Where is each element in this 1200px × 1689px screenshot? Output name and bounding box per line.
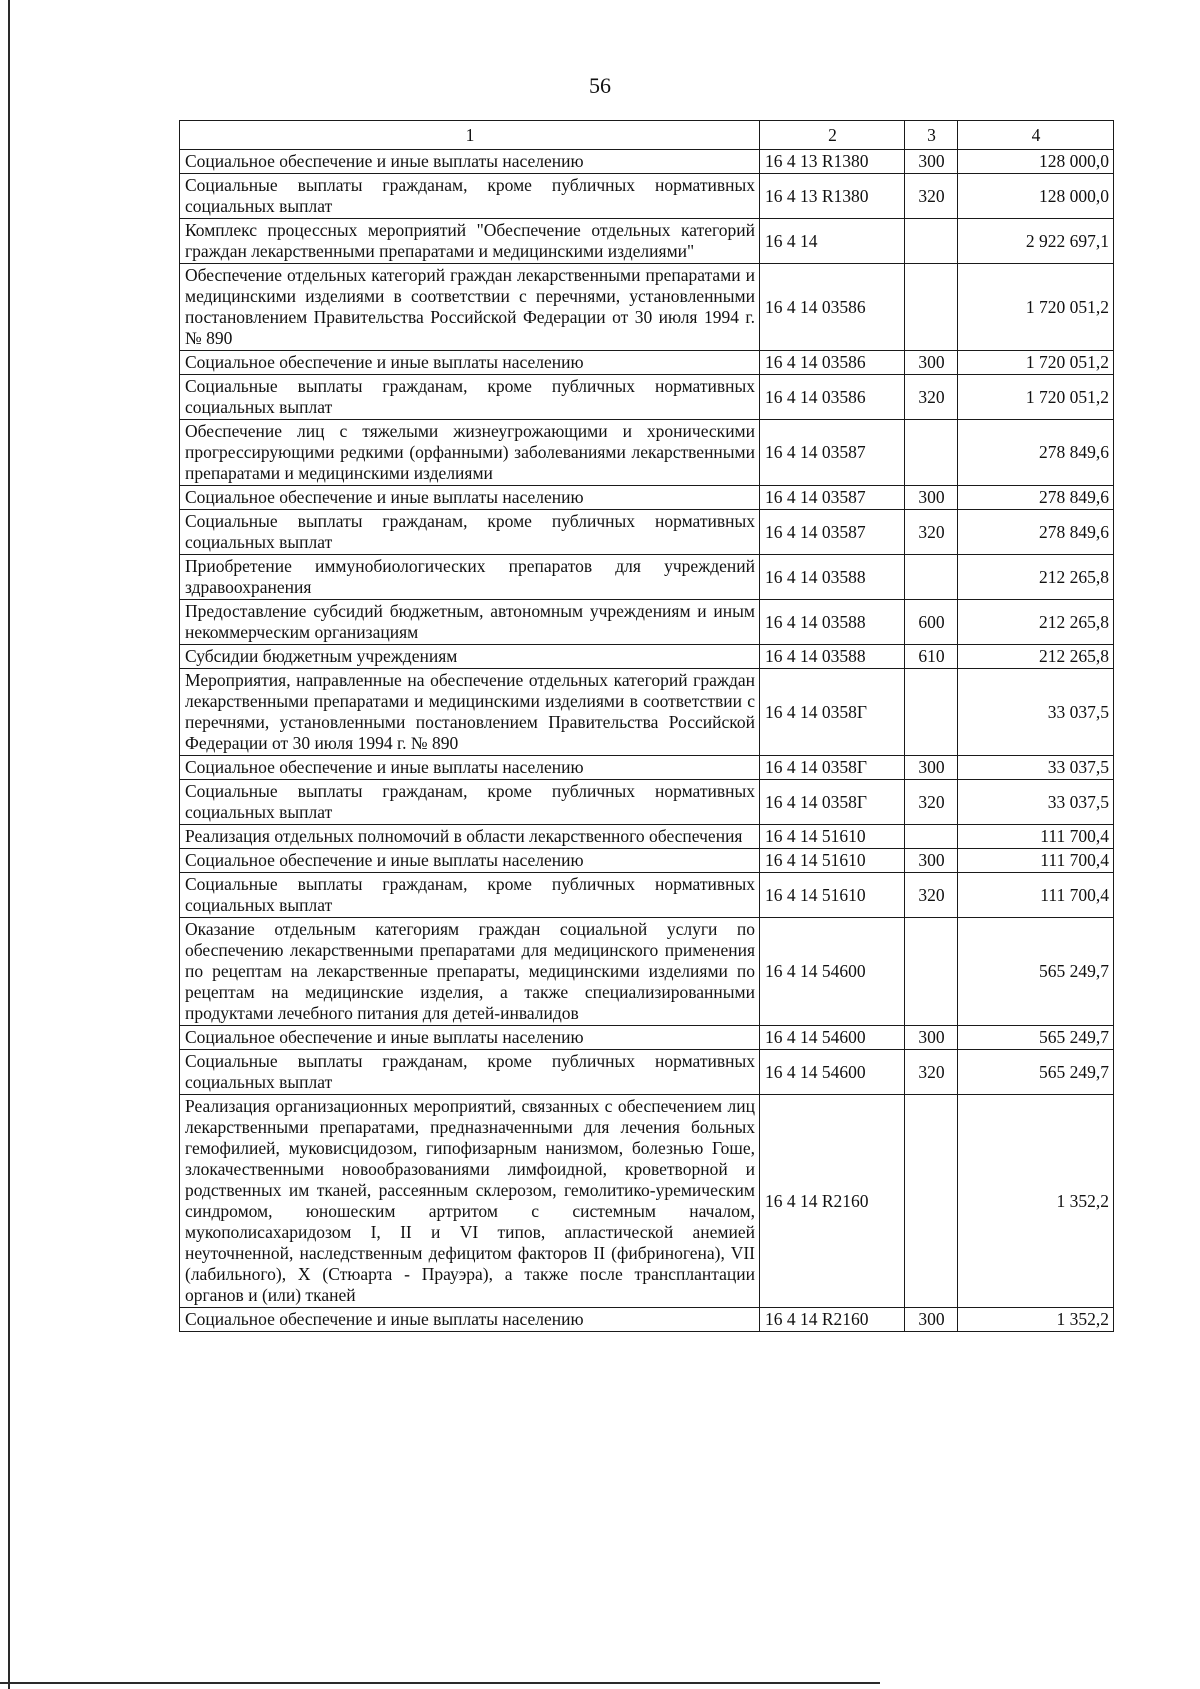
table-row: [180, 873, 1114, 918]
budget-table: [179, 120, 1114, 1332]
row-amount: 278 849,6: [958, 510, 1114, 555]
row-code: 16 4 14 03587: [760, 486, 905, 510]
row-name: Социальные выплаты гражданам, кроме публичных нормативных социальных выплат: [180, 1050, 760, 1095]
row-name: Социальное обеспечение и иные выплаты населению: [180, 486, 760, 510]
table-row: [180, 825, 1114, 849]
table-row: [180, 756, 1114, 780]
row-name: Социальное обеспечение и иные выплаты населению: [180, 849, 760, 873]
row-type: 300: [905, 351, 958, 375]
row-type: 320: [905, 174, 958, 219]
row-type: 320: [905, 375, 958, 420]
row-type: [905, 420, 958, 486]
header-name: 1: [180, 121, 760, 150]
row-amount: 1 720 051,2: [958, 351, 1114, 375]
header-row: [180, 121, 1114, 150]
row-code: 16 4 14 54600: [760, 1026, 905, 1050]
row-name: Социальное обеспечение и иные выплаты населению: [180, 351, 760, 375]
row-amount: 278 849,6: [958, 486, 1114, 510]
header-code: 2: [760, 121, 905, 150]
row-amount: 1 352,2: [958, 1308, 1114, 1332]
row-amount: 565 249,7: [958, 918, 1114, 1026]
row-name: Социальное обеспечение и иные выплаты населению: [180, 150, 760, 174]
row-name: Предоставление субсидий бюджетным, автономным учреждениям и иным некоммерческим организациям: [180, 600, 760, 645]
row-amount: 128 000,0: [958, 174, 1114, 219]
table-row: [180, 150, 1114, 174]
row-code: 16 4 14 0358Г: [760, 756, 905, 780]
row-amount: 111 700,4: [958, 873, 1114, 918]
row-name: Социальные выплаты гражданам, кроме публичных нормативных социальных выплат: [180, 174, 760, 219]
row-amount: 565 249,7: [958, 1050, 1114, 1095]
row-amount: 565 249,7: [958, 1026, 1114, 1050]
row-amount: 111 700,4: [958, 849, 1114, 873]
row-code: 16 4 14 51610: [760, 825, 905, 849]
row-type: 320: [905, 510, 958, 555]
row-type: 610: [905, 645, 958, 669]
row-type: [905, 219, 958, 264]
row-name: Приобретение иммунобиологических препаратов для учреждений здравоохранения: [180, 555, 760, 600]
scan-edge-left: [8, 0, 10, 1689]
row-code: 16 4 14 R2160: [760, 1308, 905, 1332]
row-code: 16 4 14 03587: [760, 510, 905, 555]
row-type: 300: [905, 849, 958, 873]
row-type: 320: [905, 873, 958, 918]
row-code: 16 4 14 0358Г: [760, 780, 905, 825]
row-code: 16 4 14 0358Г: [760, 669, 905, 756]
row-code: 16 4 14 03586: [760, 264, 905, 351]
row-type: [905, 264, 958, 351]
table-row: [180, 1026, 1114, 1050]
row-amount: 33 037,5: [958, 756, 1114, 780]
row-amount: 212 265,8: [958, 600, 1114, 645]
row-type: [905, 1095, 958, 1308]
row-type: 320: [905, 1050, 958, 1095]
row-code: 16 4 14 03588: [760, 645, 905, 669]
table-row: [180, 219, 1114, 264]
row-amount: 212 265,8: [958, 555, 1114, 600]
row-code: 16 4 14 03588: [760, 555, 905, 600]
table-row: [180, 555, 1114, 600]
row-type: [905, 918, 958, 1026]
row-amount: 278 849,6: [958, 420, 1114, 486]
row-amount: 128 000,0: [958, 150, 1114, 174]
row-code: 16 4 14 54600: [760, 918, 905, 1026]
row-name: Мероприятия, направленные на обеспечение отдельных категорий граждан лекарственными препаратами и медицинскими изделиями в соответствии с перечнями, установленными постановлением Правительства Российской Федерации от 30 июля 1994 г. № 890: [180, 669, 760, 756]
row-type: 320: [905, 780, 958, 825]
table-row: [180, 1050, 1114, 1095]
row-type: 300: [905, 150, 958, 174]
row-name: Комплекс процессных мероприятий "Обеспечение отдельных категорий граждан лекарственными препаратами и медицинскими изделиями": [180, 219, 760, 264]
table-row: [180, 918, 1114, 1026]
row-name: Обеспечение лиц с тяжелыми жизнеугрожающими и хроническими прогрессирующими редкими (орфанными) заболеваниями лекарственными препаратами и медицинскими изделиями: [180, 420, 760, 486]
table-row: [180, 645, 1114, 669]
row-name: Социальные выплаты гражданам, кроме публичных нормативных социальных выплат: [180, 873, 760, 918]
row-amount: 212 265,8: [958, 645, 1114, 669]
row-type: 300: [905, 1308, 958, 1332]
row-type: 600: [905, 600, 958, 645]
row-type: 300: [905, 1026, 958, 1050]
table-row: [180, 1308, 1114, 1332]
table-row: [180, 420, 1114, 486]
row-code: 16 4 14 51610: [760, 873, 905, 918]
scan-edge-bottom: [0, 1682, 880, 1684]
row-type: [905, 669, 958, 756]
table-row: [180, 375, 1114, 420]
table-row: [180, 780, 1114, 825]
row-name: Социальное обеспечение и иные выплаты населению: [180, 756, 760, 780]
row-name: Оказание отдельным категориям граждан социальной услуги по обеспечению лекарственными препаратами для медицинского применения по рецептам на лекарственные препараты, медицинскими изделиями по рецептам на медицинские изделия, а также специализированными продуктами лечебного питания для детей-инвалидов: [180, 918, 760, 1026]
row-name: Социальные выплаты гражданам, кроме публичных нормативных социальных выплат: [180, 510, 760, 555]
row-name: Социальное обеспечение и иные выплаты населению: [180, 1026, 760, 1050]
row-code: 16 4 13 R1380: [760, 150, 905, 174]
row-code: 16 4 13 R1380: [760, 174, 905, 219]
row-name: Субсидии бюджетным учреждениям: [180, 645, 760, 669]
header-amount: 4: [958, 121, 1114, 150]
row-name: Реализация отдельных полномочий в области лекарственного обеспечения: [180, 825, 760, 849]
table-row: [180, 510, 1114, 555]
table-row: [180, 264, 1114, 351]
table-row: [180, 351, 1114, 375]
row-amount: 1 720 051,2: [958, 264, 1114, 351]
row-code: 16 4 14 03587: [760, 420, 905, 486]
row-type: [905, 825, 958, 849]
table-row: [180, 486, 1114, 510]
row-type: 300: [905, 756, 958, 780]
row-code: 16 4 14 54600: [760, 1050, 905, 1095]
row-code: 16 4 14 03586: [760, 351, 905, 375]
table-row: [180, 600, 1114, 645]
header-type: 3: [905, 121, 958, 150]
row-name: Социальные выплаты гражданам, кроме публичных нормативных социальных выплат: [180, 375, 760, 420]
row-name: Обеспечение отдельных категорий граждан лекарственными препаратами и медицинскими изделиями в соответствии с перечнями, установленными постановлением Правительства Российской Федерации от 30 июля 1994 г. № 890: [180, 264, 760, 351]
row-name: Реализация организационных мероприятий, связанных с обеспечением лиц лекарственными препаратами, предназначенными для лечения больных гемофилией, муковисцидозом, гипофизарным нанизмом, болезнью Гоше, злокачественными новообразованиями лимфоидной, кроветворной и родственных им тканей, рассеянным склерозом, гемолитико-уремическим синдромом, юношеским артритом с системным началом, мукополисахаридозом I, II и VI типов, апластической анемией неуточненной, наследственным дефицитом факторов II (фибриногена), VII (лабильного), X (Стюарта - Прауэра), а также после трансплантации органов и (или) тканей: [180, 1095, 760, 1308]
row-amount: 1 352,2: [958, 1095, 1114, 1308]
row-code: 16 4 14 03588: [760, 600, 905, 645]
row-amount: 33 037,5: [958, 780, 1114, 825]
row-amount: 111 700,4: [958, 825, 1114, 849]
table-row: [180, 174, 1114, 219]
row-code: 16 4 14 03586: [760, 375, 905, 420]
row-name: Социальные выплаты гражданам, кроме публичных нормативных социальных выплат: [180, 780, 760, 825]
row-amount: 1 720 051,2: [958, 375, 1114, 420]
table-row: [180, 849, 1114, 873]
row-type: [905, 555, 958, 600]
row-amount: 33 037,5: [958, 669, 1114, 756]
row-amount: 2 922 697,1: [958, 219, 1114, 264]
row-type: 300: [905, 486, 958, 510]
row-name: Социальное обеспечение и иные выплаты населению: [180, 1308, 760, 1332]
row-code: 16 4 14 51610: [760, 849, 905, 873]
table-row: [180, 1095, 1114, 1308]
page-number: 56: [589, 73, 611, 98]
row-code: 16 4 14 R2160: [760, 1095, 905, 1308]
row-code: 16 4 14: [760, 219, 905, 264]
table-row: [180, 669, 1114, 756]
